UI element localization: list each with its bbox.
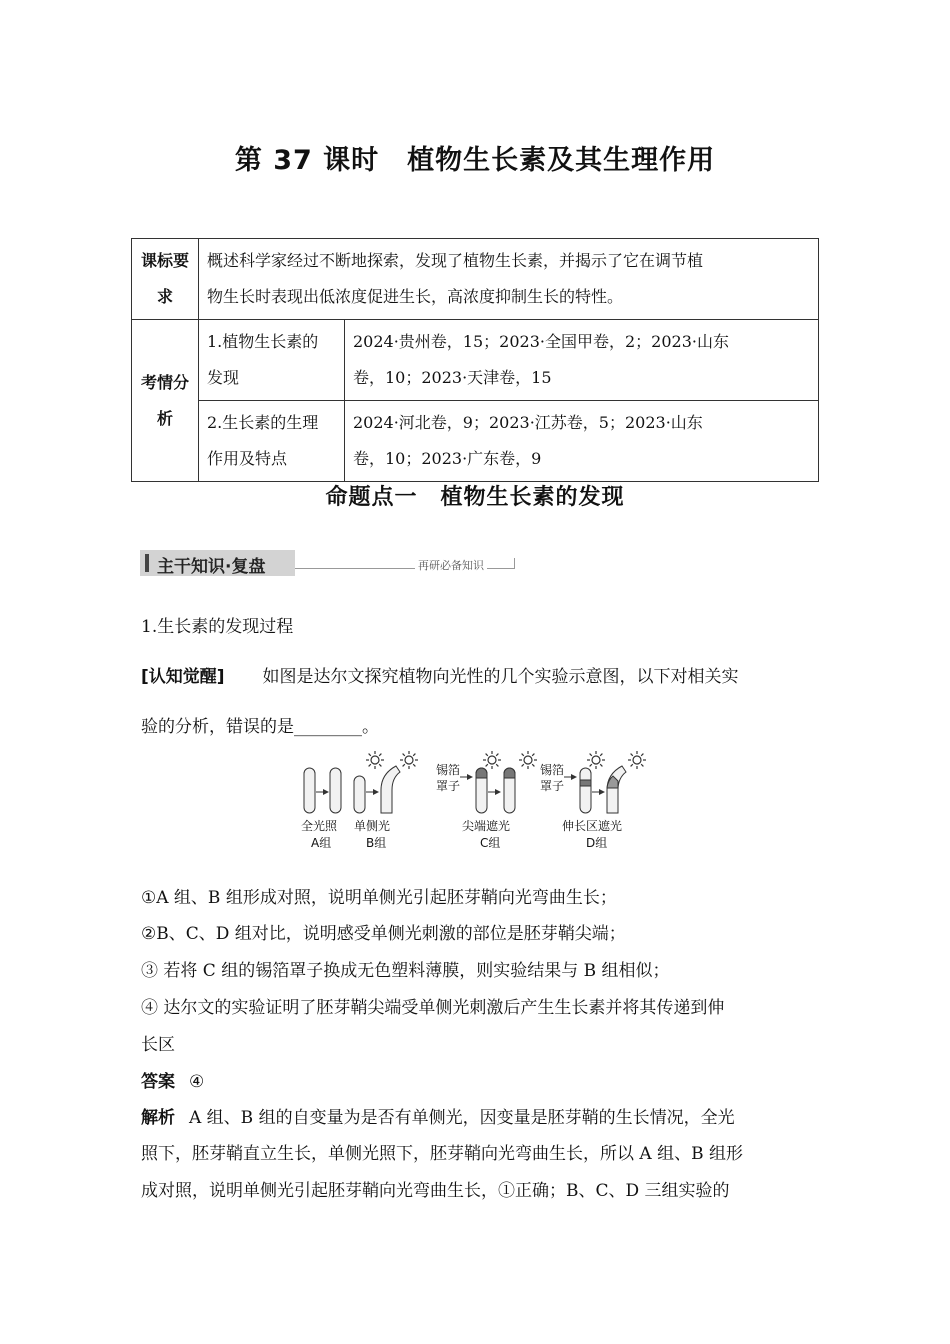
question-tag: [认知觉醒] [141,667,225,687]
section-title: 命题点一 植物生长素的发现 [325,485,625,510]
analysis-label: 解析 [141,1108,175,1128]
option-2: ②B、C、D 组对比，说明感受单侧光刺激的部位是胚芽鞘尖端； [141,924,626,944]
group-a-name: A组 [311,836,332,850]
requirement-header: 课标要求 [132,239,199,320]
exams-cell: 2024·贵州卷，15；2023·全国甲卷，2；2023·山东 卷，10；2023·天津卷，15 [345,320,819,401]
group-a-shoots [304,768,341,813]
topic-cell: 1.植物生长素的 发现 [199,320,345,401]
exams-cell: 2024·河北卷，9；2023·江苏卷，5；2023·山东 卷，10；2023·广东卷，9 [345,401,819,482]
group-b-name: B组 [366,836,387,850]
group-d-condition: 伸长区遮光 [562,819,623,833]
sun-icon [366,751,384,769]
analysis-line-3: 成对照，说明单侧光引起胚芽鞘向光弯曲生长，①正确；B、C、D 三组实验的 [141,1181,730,1201]
heading-discovery: 1.生长素的发现过程 [141,617,294,637]
answer-value: ④ [189,1072,205,1092]
foil-label-2: 罩子 [540,779,565,793]
analysis-line-2: 照下，胚芽鞘直立生长，单侧光照下，胚芽鞘向光弯曲生长，所以 A 组、B 组形 [141,1144,743,1164]
banner-side-label: 再研必备知识 [415,557,487,573]
sun-icon [587,751,605,769]
analysis-header: 考情分析 [132,320,199,482]
group-b-condition: 单侧光 [354,819,391,833]
requirement-text: 概述科学家经过不断地探索，发现了植物生长素，并揭示了它在调节植 物生长时表现出低浓度促进生长，高浓度抑制生长的特性。 [199,239,819,320]
option-1: ①A 组、B 组形成对照，说明单侧光引起胚芽鞘向光弯曲生长； [141,888,617,908]
group-a-condition: 全光照 [301,819,338,833]
banner-endcap [514,558,515,568]
group-b-shoots [354,751,418,813]
sun-icon [483,751,501,769]
question-line-1: [认知觉醒] 如图是达尔文探究植物向光性的几个实验示意图，以下对相关实 [141,667,739,687]
foil-label-1: 锡箔 [436,763,461,777]
option-4: ④ 达尔文的实验证明了胚芽鞘尖端受单侧光刺激后产生生长素并将其传递到伸 [141,998,725,1018]
group-c-condition: 尖端遮光 [462,819,511,833]
answer-line [141,1067,204,1092]
darwin-experiment-figure [296,750,656,855]
group-c-name: C组 [480,836,501,850]
option-4-continued: 长区 [141,1035,175,1055]
foil-label-2: 罩子 [436,779,461,793]
question-line-2: 验的分析，错误的是________。 [141,717,379,737]
analysis-line-1: 解析 A 组、B 组的自变量为是否有单侧光，因变量是胚芽鞘的生长情况，全光 [141,1108,735,1128]
answer-label: 答案 [141,1072,175,1092]
group-c-shoots [436,751,537,813]
standards-table [131,238,819,482]
page-title: 第 37 课时 植物生长素及其生理作用 [234,145,716,176]
option-3: ③ 若将 C 组的锡箔罩子换成无色塑料薄膜，则实验结果与 B 组相似； [141,961,670,981]
topic-cell: 2.生长素的生理 作用及特点 [199,401,345,482]
sun-icon [519,751,537,769]
experiment-diagram [296,750,656,855]
sun-icon [628,751,646,769]
foil-label-1: 锡箔 [540,763,565,777]
group-d-name: D组 [586,836,608,850]
sun-icon [400,751,418,769]
banner-mark-icon [145,554,149,572]
banner-label: 主干知识·复盘 [157,557,266,577]
group-d-shoots [540,751,646,813]
